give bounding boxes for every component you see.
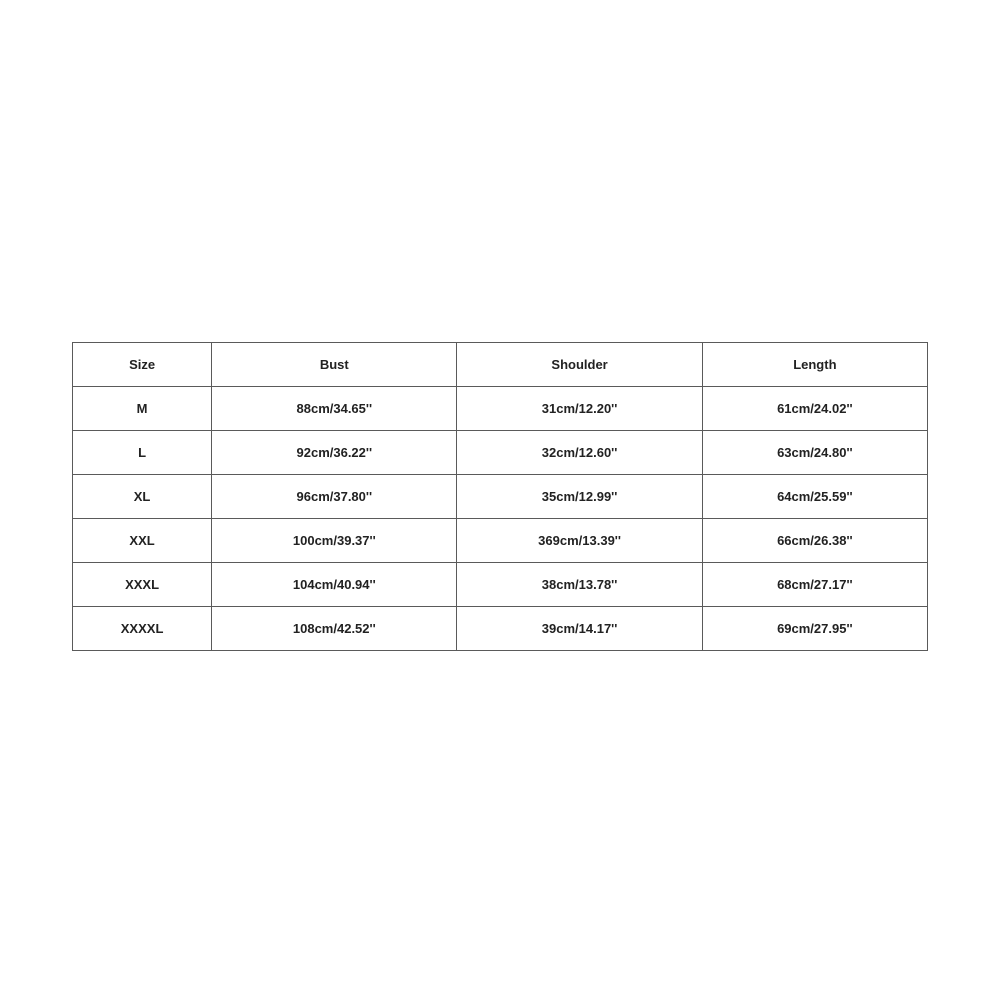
table-row xyxy=(73,519,928,563)
cell-bust: 88cm/34.65'' xyxy=(212,387,457,431)
cell-length: 68cm/27.17'' xyxy=(702,563,927,607)
cell-size: XL xyxy=(73,475,212,519)
size-chart-table xyxy=(72,342,928,651)
cell-length: 69cm/27.95'' xyxy=(702,607,927,651)
header-length: Length xyxy=(702,343,927,387)
cell-size: XXL xyxy=(73,519,212,563)
header-bust: Bust xyxy=(212,343,457,387)
cell-size: L xyxy=(73,431,212,475)
cell-bust: 92cm/36.22'' xyxy=(212,431,457,475)
cell-bust: 96cm/37.80'' xyxy=(212,475,457,519)
cell-bust: 100cm/39.37'' xyxy=(212,519,457,563)
cell-size: XXXXL xyxy=(73,607,212,651)
cell-length: 64cm/25.59'' xyxy=(702,475,927,519)
cell-size: M xyxy=(73,387,212,431)
cell-shoulder: 38cm/13.78'' xyxy=(457,563,702,607)
table-row xyxy=(73,607,928,651)
table-header-row xyxy=(73,343,928,387)
header-shoulder: Shoulder xyxy=(457,343,702,387)
cell-size: XXXL xyxy=(73,563,212,607)
cell-bust: 104cm/40.94'' xyxy=(212,563,457,607)
cell-shoulder: 32cm/12.60'' xyxy=(457,431,702,475)
header-size: Size xyxy=(73,343,212,387)
cell-shoulder: 369cm/13.39'' xyxy=(457,519,702,563)
table-row xyxy=(73,563,928,607)
cell-length: 66cm/26.38'' xyxy=(702,519,927,563)
cell-shoulder: 39cm/14.17'' xyxy=(457,607,702,651)
cell-shoulder: 31cm/12.20'' xyxy=(457,387,702,431)
cell-length: 63cm/24.80'' xyxy=(702,431,927,475)
table-row xyxy=(73,387,928,431)
cell-length: 61cm/24.02'' xyxy=(702,387,927,431)
cell-bust: 108cm/42.52'' xyxy=(212,607,457,651)
table-row xyxy=(73,431,928,475)
cell-shoulder: 35cm/12.99'' xyxy=(457,475,702,519)
table-row xyxy=(73,475,928,519)
